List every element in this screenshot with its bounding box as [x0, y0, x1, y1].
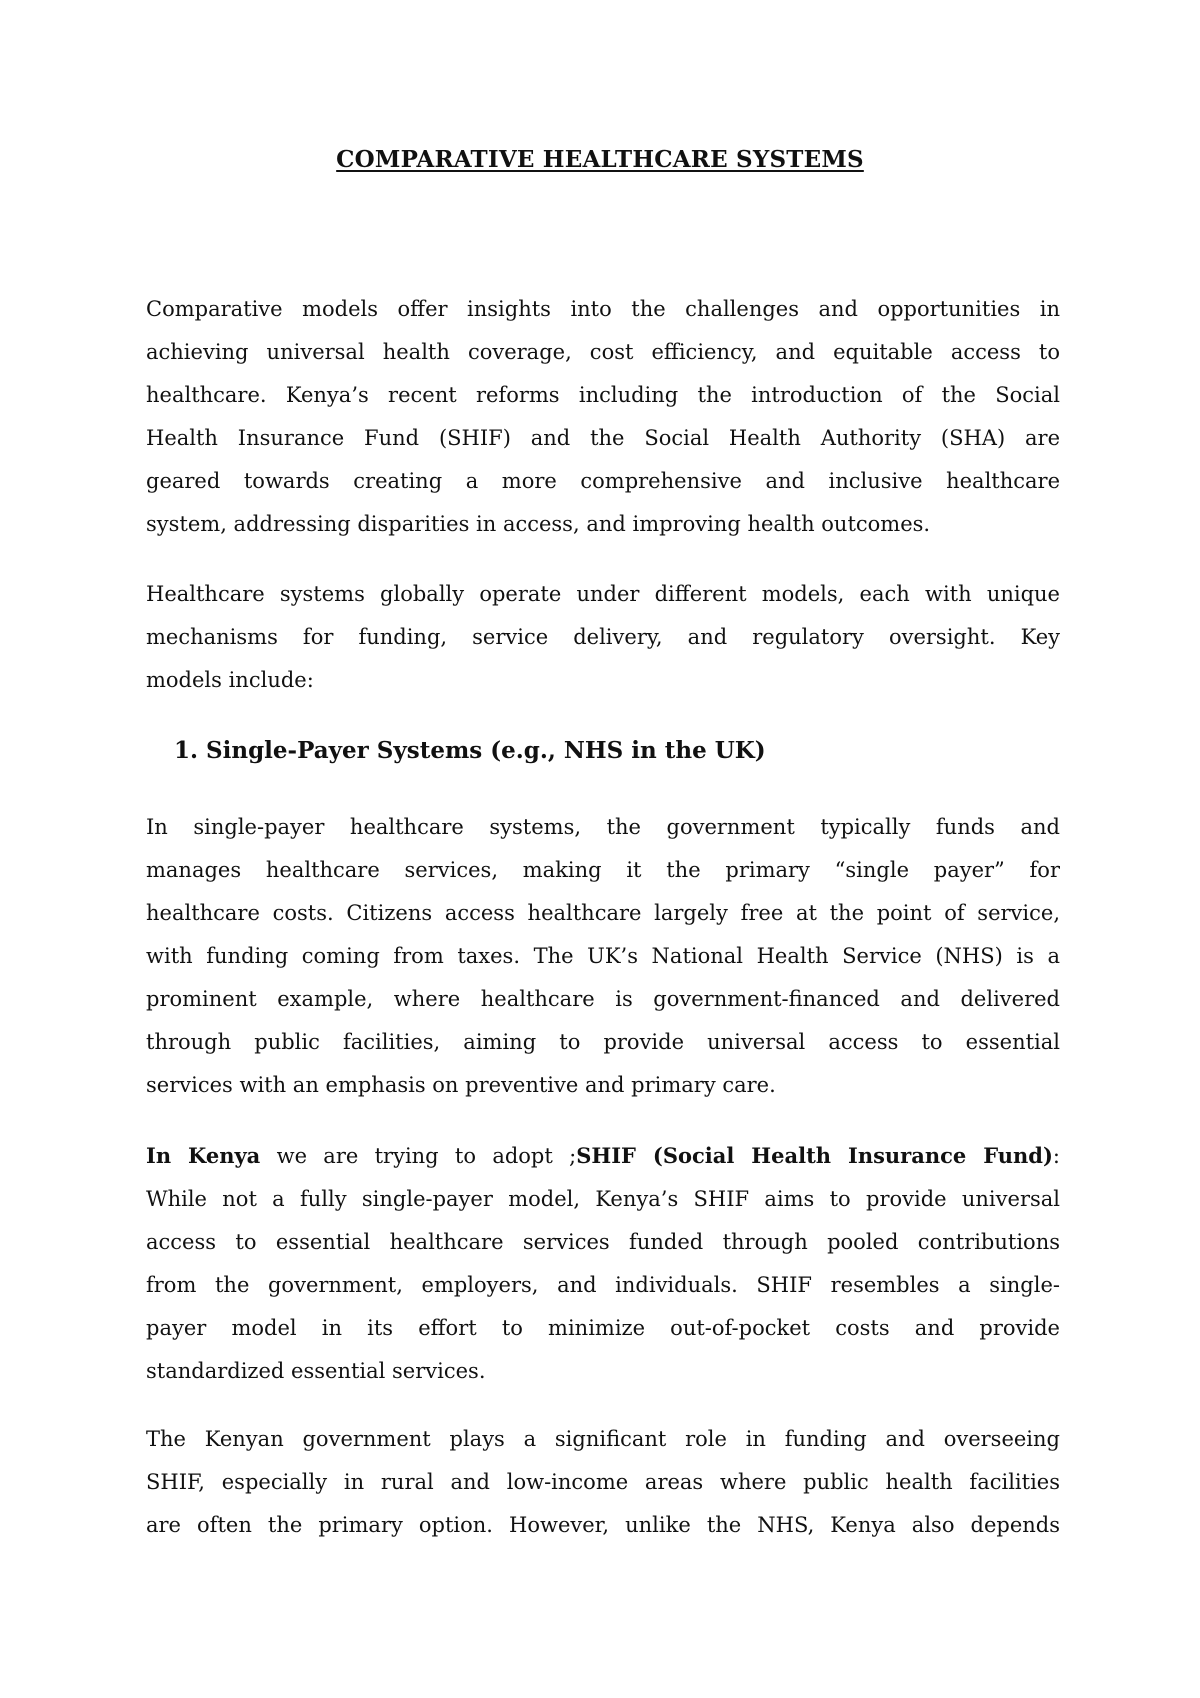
text-line: payer model in its effort to minimize out-of-pocket costs and provide — [146, 1316, 1060, 1340]
intro-paragraph — [146, 288, 1060, 546]
text-line: achieving universal health coverage, cost efficiency, and equitable access to — [146, 340, 1060, 364]
text-line: services with an emphasis on preventive and primary care. — [146, 1073, 776, 1097]
colon: : — [1052, 1144, 1060, 1168]
text-line: prominent example, where healthcare is government-financed and delivered — [146, 987, 1060, 1011]
text-line: from the government, employers, and individuals. SHIF resembles a single- — [146, 1273, 1060, 1297]
kenya-lead-text: we are trying to adopt ; — [260, 1144, 577, 1168]
text-line: through public facilities, aiming to provide universal access to essential — [146, 1030, 1060, 1054]
text-line: The Kenyan government plays a significant role in funding and overseeing — [146, 1427, 1060, 1451]
section-heading-single-payer: 1. Single-Payer Systems (e.g., NHS in the UK) — [174, 737, 766, 764]
text-line: healthcare costs. Citizens access healthcare largely free at the point of service, — [146, 901, 1060, 925]
page-title: COMPARATIVE HEALTHCARE SYSTEMS — [336, 146, 864, 173]
shif-bold-term: SHIF (Social Health Insurance Fund) — [576, 1143, 1053, 1168]
government-role-paragraph — [146, 1418, 1060, 1547]
text-line — [146, 1134, 1060, 1178]
text-line: Healthcare systems globally operate under different models, each with unique — [146, 582, 1060, 606]
text-line: are often the primary option. However, unlike the NHS, Kenya also depends — [146, 1513, 1060, 1537]
kenya-shif-paragraph — [146, 1134, 1060, 1393]
text-line: manages healthcare services, making it the primary “single payer” for — [146, 858, 1060, 882]
text-line: system, addressing disparities in access, and improving health outcomes. — [146, 512, 931, 536]
text-line: Health Insurance Fund (SHIF) and the Social Health Authority (SHA) are — [146, 426, 1060, 450]
text-line: While not a fully single-payer model, Kenya’s SHIF aims to provide universal — [146, 1187, 1060, 1211]
text-line: In single-payer healthcare systems, the government typically funds and — [146, 815, 1060, 839]
text-line: geared towards creating a more comprehensive and inclusive healthcare — [146, 469, 1060, 493]
text-line: with funding coming from taxes. The UK’s National Health Service (NHS) is a — [146, 944, 1060, 968]
single-payer-paragraph — [146, 806, 1060, 1107]
text-line: Comparative models offer insights into the challenges and opportunities in — [146, 297, 1060, 321]
models-intro-paragraph — [146, 573, 1060, 702]
text-line: standardized essential services. — [146, 1359, 486, 1383]
text-line: access to essential healthcare services funded through pooled contributions — [146, 1230, 1060, 1254]
text-line: SHIF, especially in rural and low-income areas where public health facilities — [146, 1470, 1060, 1494]
text-line: models include: — [146, 668, 314, 692]
kenya-lead-bold: In Kenya — [146, 1143, 261, 1168]
text-line: mechanisms for funding, service delivery, and regulatory oversight. Key — [146, 625, 1060, 649]
text-line: healthcare. Kenya’s recent reforms including the introduction of the Social — [146, 383, 1060, 407]
